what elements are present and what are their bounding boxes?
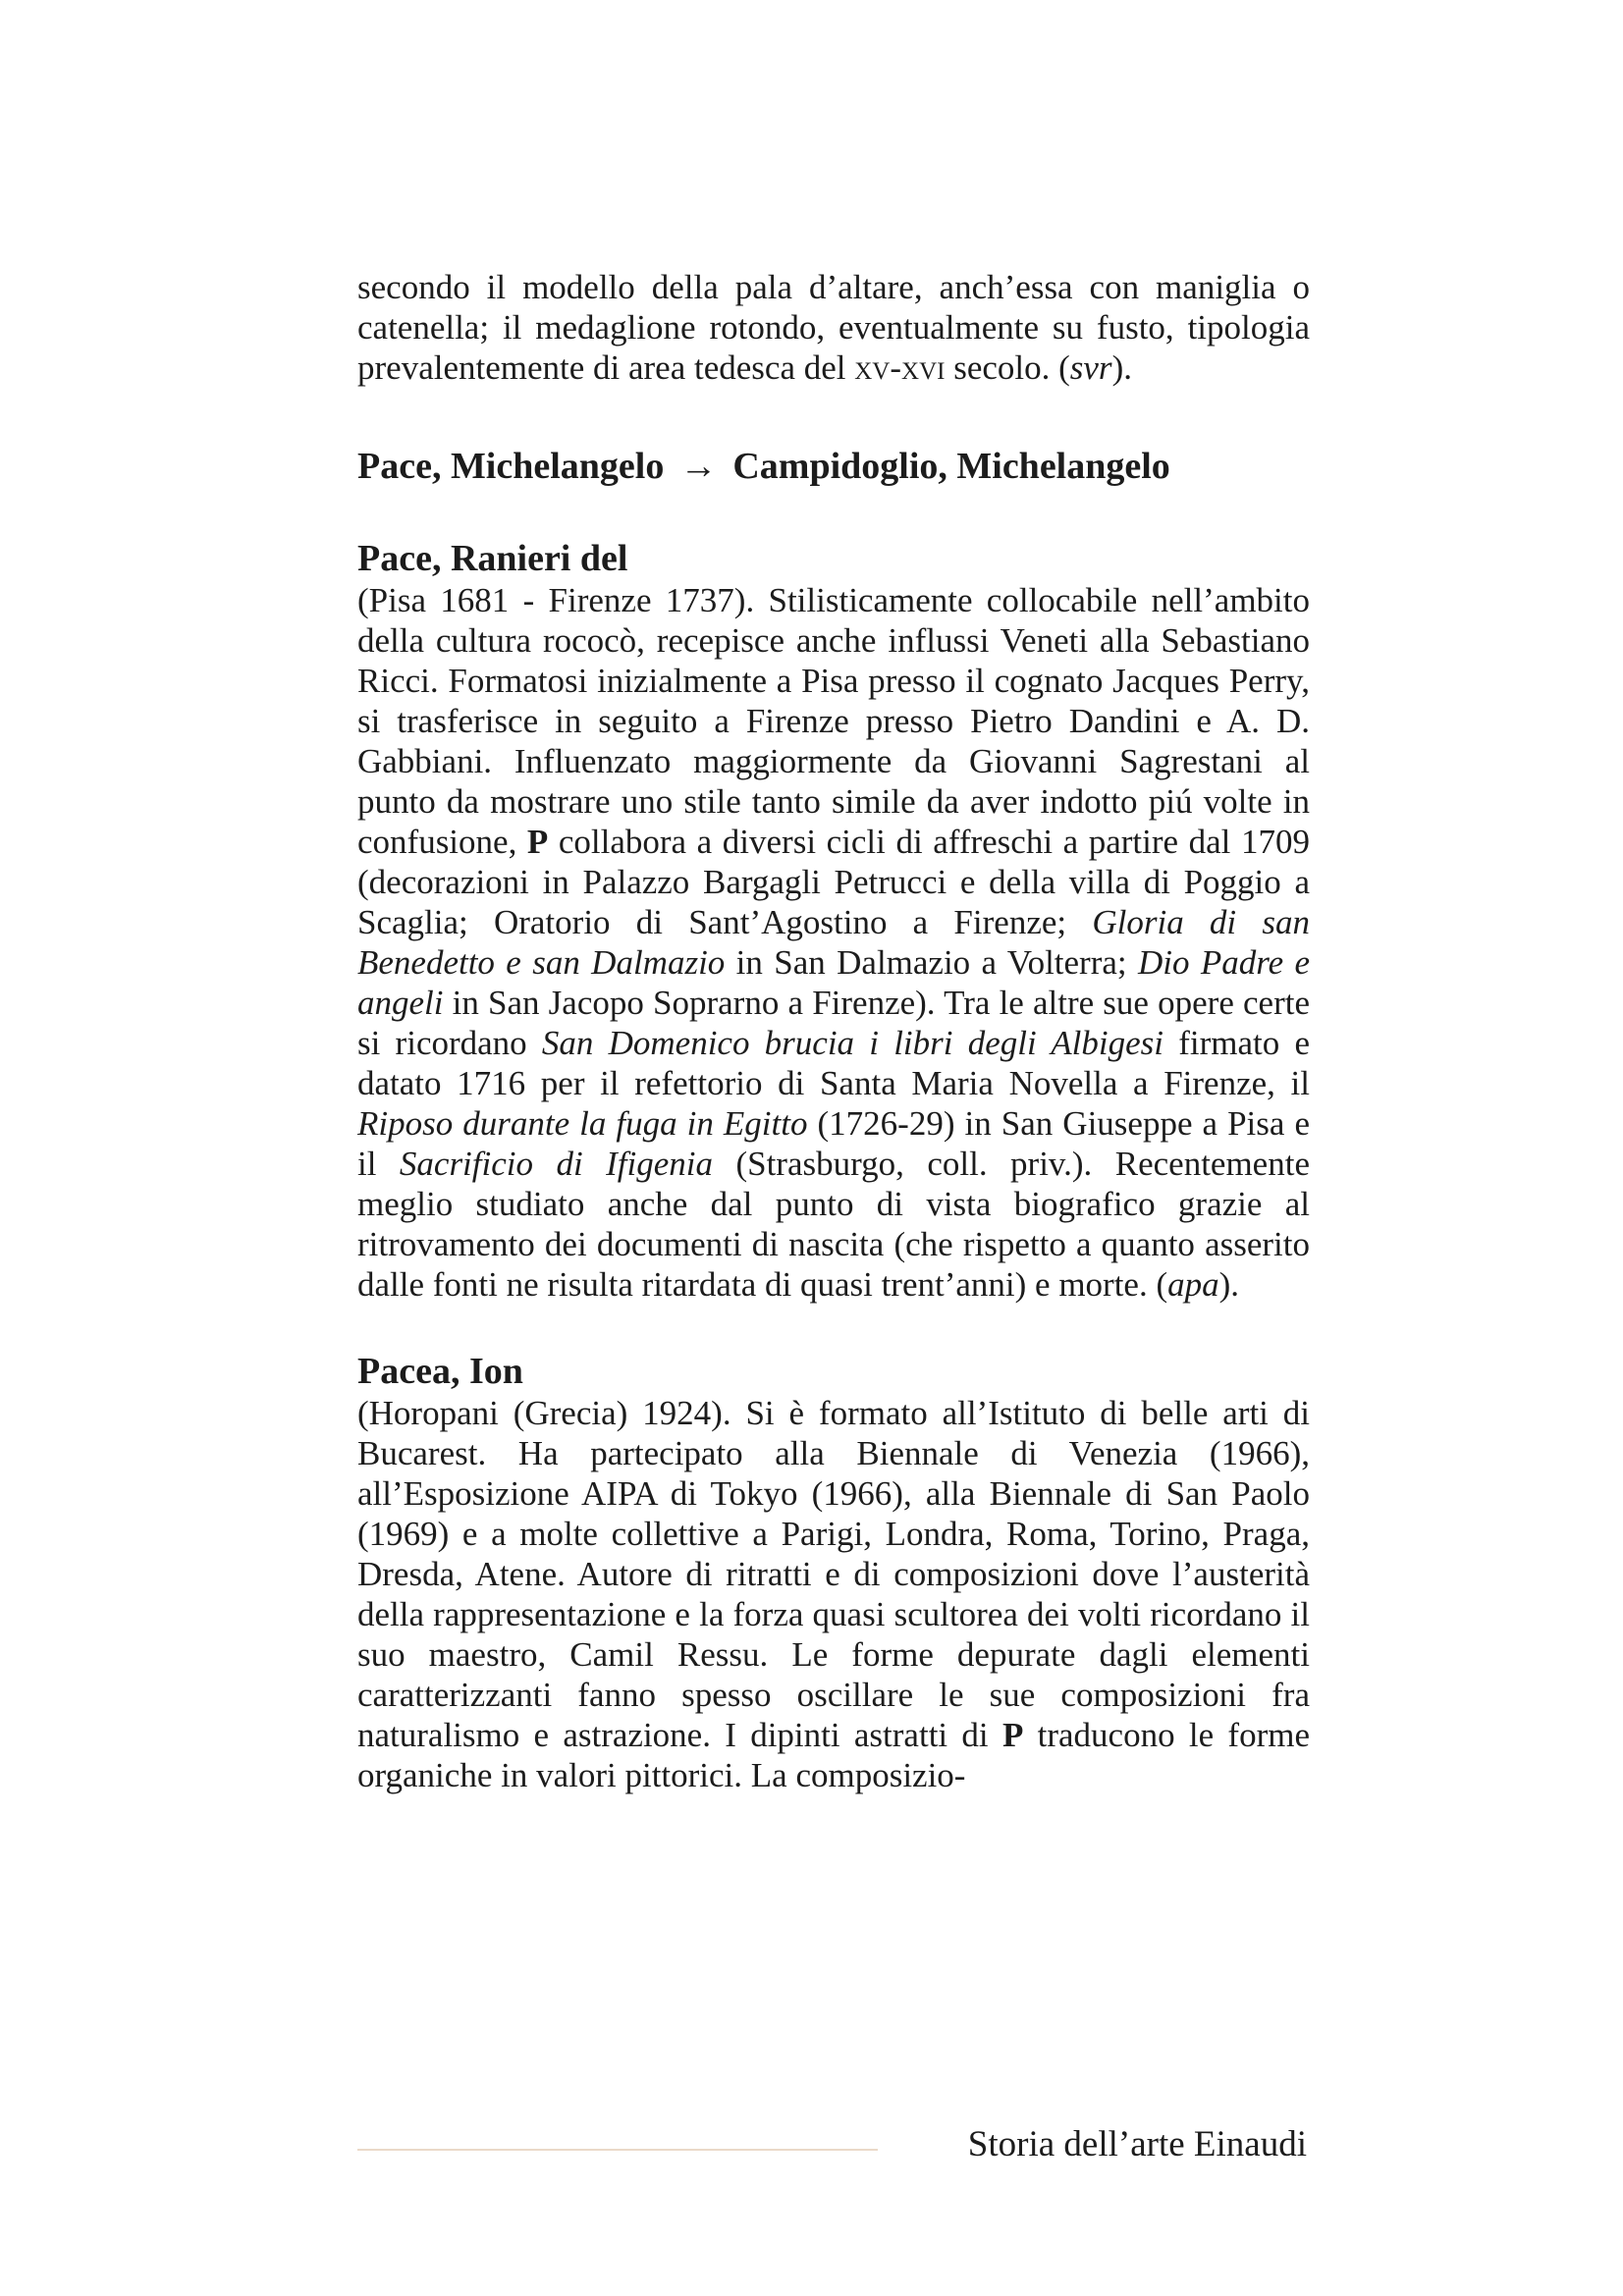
footer-rule [357,2149,878,2151]
text-column [357,267,1310,1795]
continuation-text-2: secolo. ( [945,348,1070,387]
subject-initial: P [526,823,549,861]
entry-title: Pace, Ranieri del [357,538,628,579]
artwork-title: Sacrificio di Ifigenia [399,1145,713,1183]
cross-reference [357,445,1310,488]
continuation-text-3: ). [1111,348,1132,387]
artwork-title: Riposo durante la fuga in Egitto [357,1104,808,1143]
entry-title: Pacea, Ion [357,1351,523,1392]
author-initials: apa [1167,1265,1219,1304]
subject-initial: P [1001,1716,1024,1754]
continuation-paragraph [357,267,1310,388]
footer-title: Storia dell’arte Einaudi [967,2124,1307,2164]
century-range: xv-xvi [854,348,946,387]
artwork-title: Gloria di san Benedetto e san Dalmazio [357,903,1310,982]
artwork-title: San Domenico brucia i libri degli Albigesi [541,1024,1163,1062]
arrow-right-icon: → [679,446,718,487]
artwork-title: Dio Padre e angeli [357,943,1310,1022]
xref-target[interactable]: Campidoglio, Michelangelo [732,446,1170,487]
author-initials: svr [1069,348,1112,387]
entry-body: (Horopani (Grecia) 1924). Si è formato all’Istituto di belle arti di Bucarest. Ha partecipato alla Biennale di Venezia (1966), all’Esposizione AIPA di Tokyo (1966), alla Biennale di San Paolo (1969) e a molte collettive a Parigi, Londra, Roma, Torino, Praga, Dresda, Atene. Autore di ritratti e di composizioni dove l’austerità della rappresentazione e la forza quasi scultorea dei volti ricordano il suo maestro, Camil Ressu. Le forme depurate dagli elementi caratterizzanti fanno spesso oscillare le sue composizioni fra naturalismo e astrazione. I dipinti astratti di P traducono le forme organiche in valori pittorici. La composizio- [357,1394,1310,1794]
xref-name: Pace, Michelangelo [357,446,665,487]
entry-body: (Pisa 1681 - Firenze 1737). Stilisticamente collocabile nell’ambito della cultura rococò, recepisce anche influssi Veneti alla Sebastiano Ricci. Formatosi inizialmente a Pisa presso il cognato Jacques Perry, si trasferisce in seguito a Firenze presso Pietro Dandini e A. D. Gabbiani. Influenzato maggiormente da Giovanni Sagrestani al punto da mostrare uno stile tanto simile da aver indotto piú volte in confusione, P collabora a diversi cicli di affreschi a partire dal 1709 (decorazioni in Palazzo Bargagli Petrucci e della villa di Poggio a Scaglia; Oratorio di Sant’Agostino a Firenze; Gloria di san Benedetto e san Dalmazio in San Dalmazio a Volterra; Dio Padre e angeli in San Jacopo Soprarno a Firenze). Tra le altre sue opere certe si ricordano San Domenico brucia i libri degli Albigesi firmato e datato 1716 per il refettorio di Santa Maria Novella a Firenze, il Riposo durante la fuga in Egitto (1726-29) in San Giuseppe a Pisa e il Sacrificio di Ifigenia (Strasburgo, coll. priv.). Recentemente meglio studiato anche dal punto di vista biografico grazie al ritrovamento dei documenti di nascita (che rispetto a quanto asserito dalle fonti ne risulta ritardata di quasi trent’anni) e morte. (apa). [357,581,1310,1304]
continuation-text: secondo il modello della pala d’altare, anch’essa con maniglia o catenella; il medaglione rotondo, eventualmente su fusto, tipologia prevalentemente di area tedesca del [357,268,1310,387]
